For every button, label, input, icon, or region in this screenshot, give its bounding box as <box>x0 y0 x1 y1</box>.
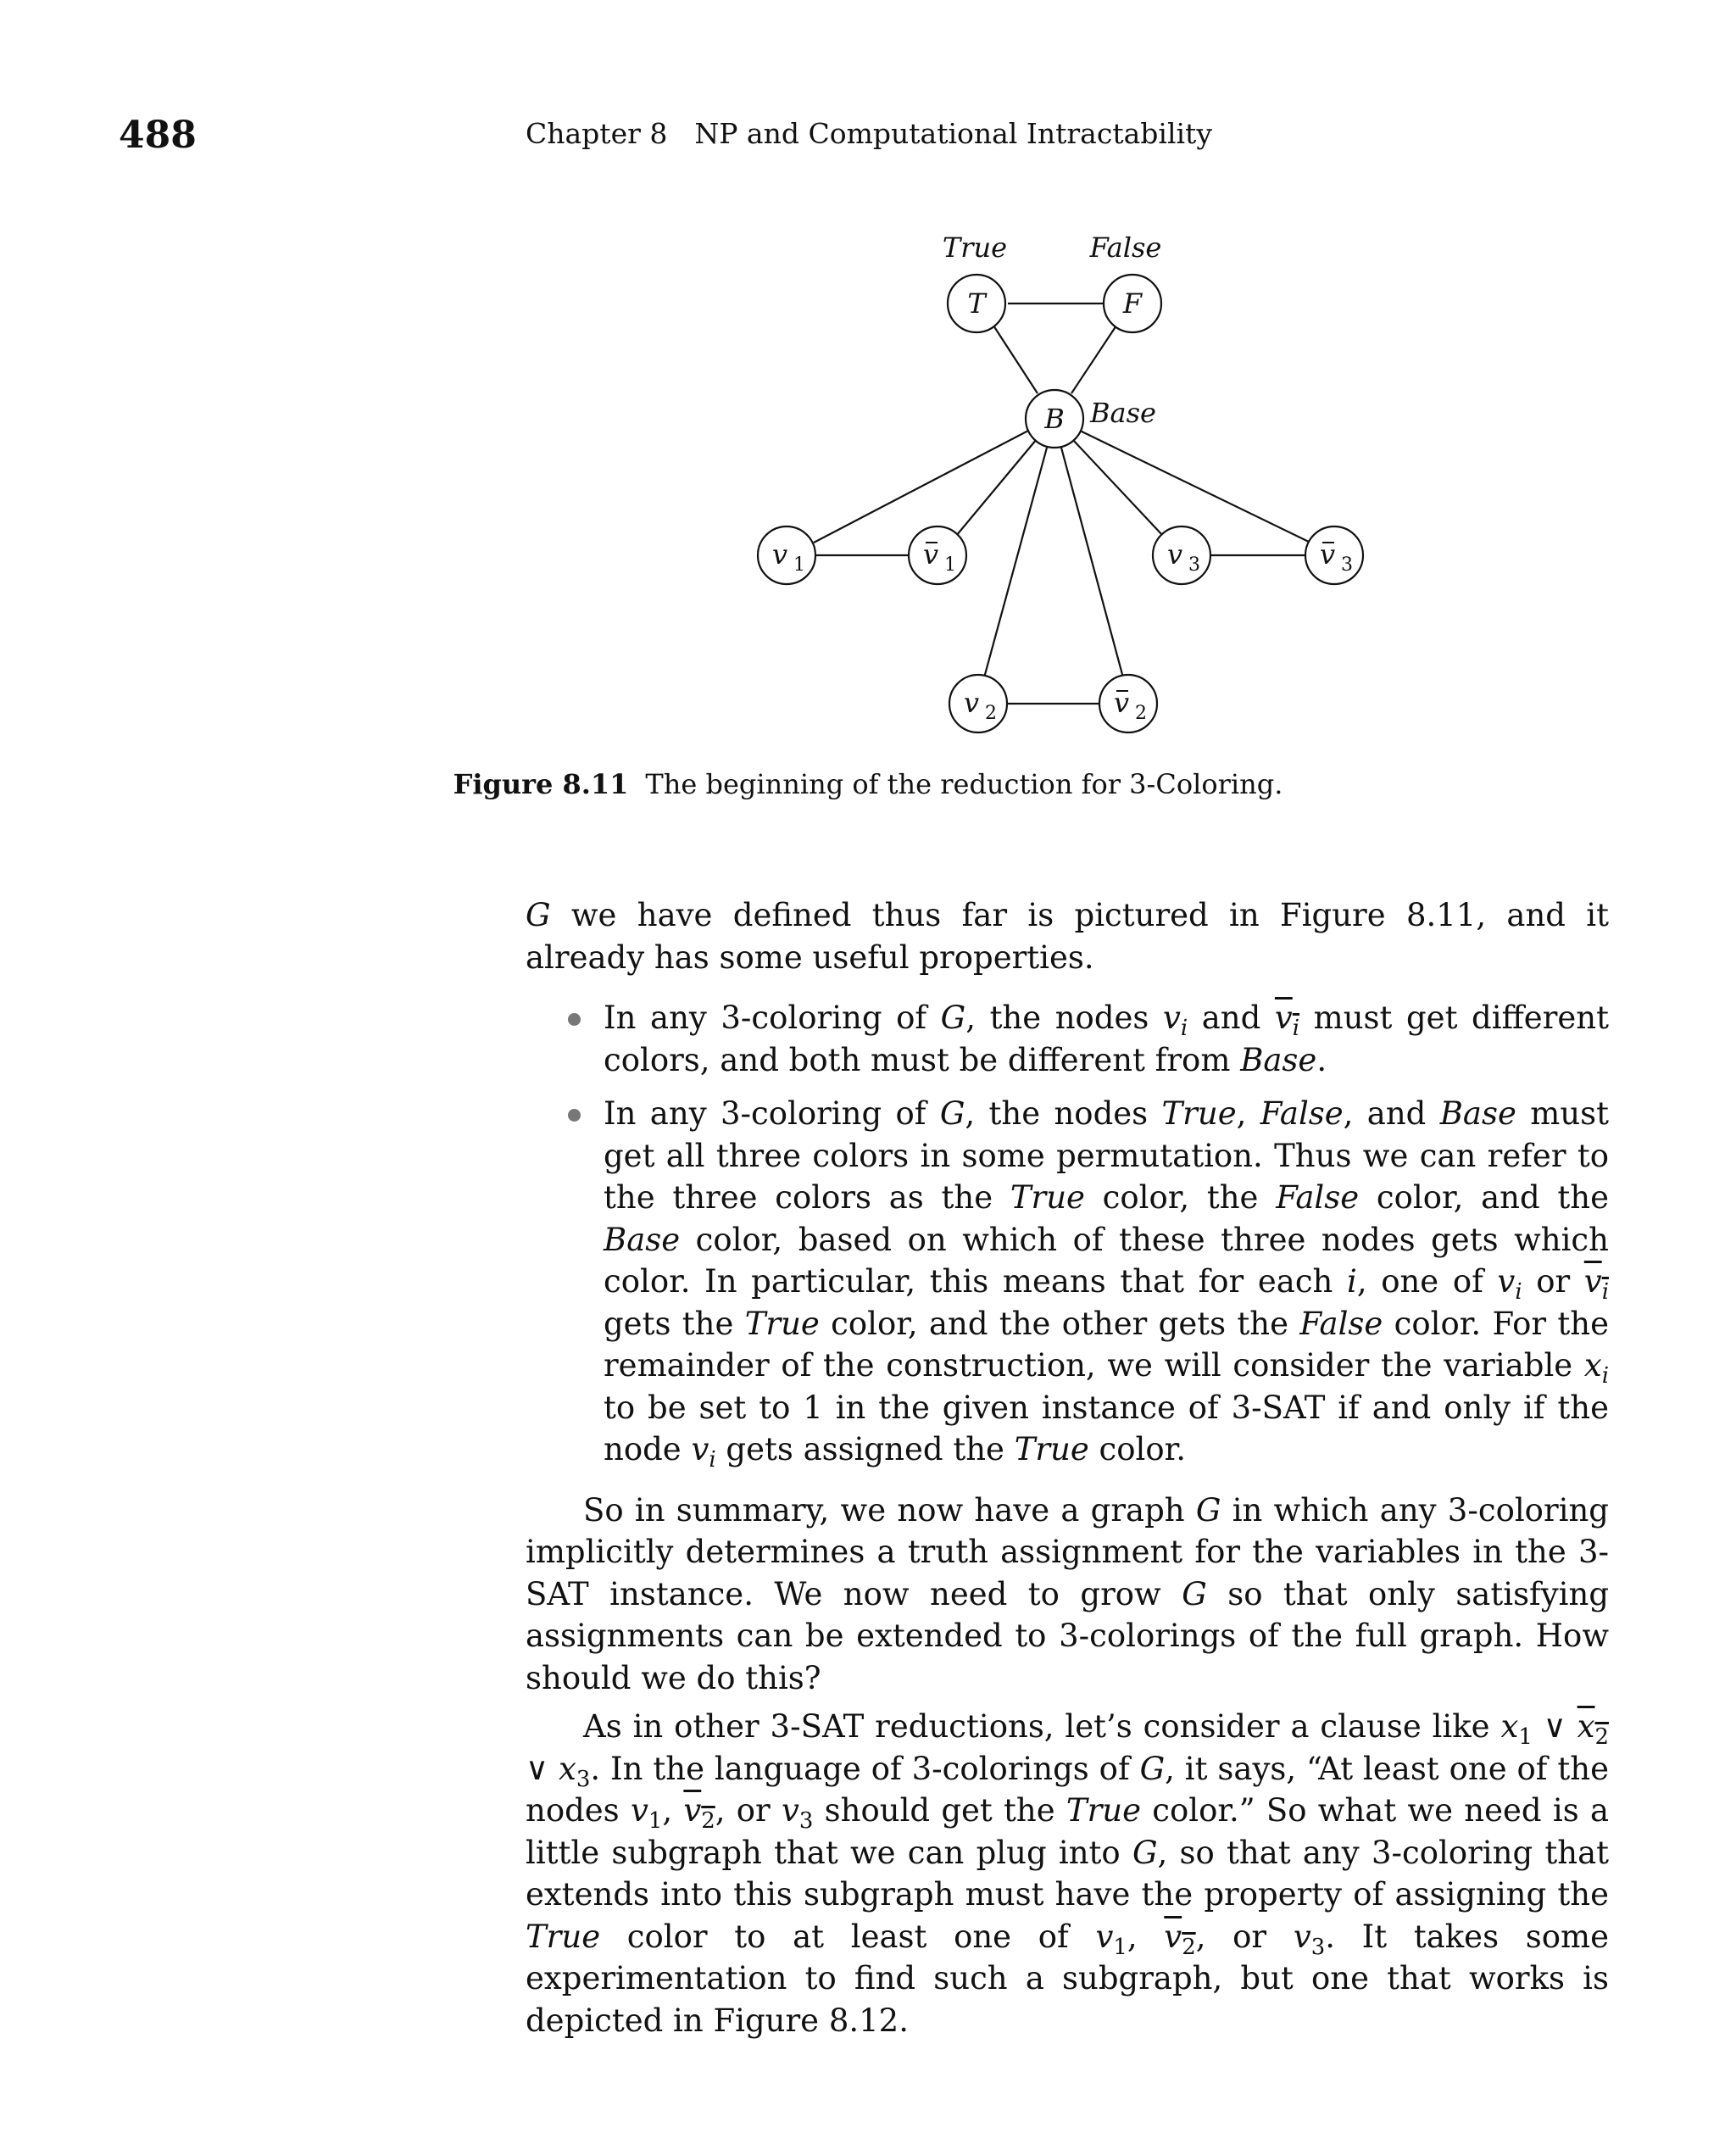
annotation-true: True <box>942 231 1008 264</box>
node-label-v3bar: v <box>1319 538 1336 571</box>
node-label-v3: v <box>1166 538 1183 571</box>
node-label-v2bar: v <box>1113 687 1130 719</box>
bullet-icon <box>568 1013 581 1026</box>
body-text <box>526 894 1609 2041</box>
node-label-b: B <box>1044 403 1065 435</box>
node-label-f: F <box>1122 287 1143 320</box>
figure-caption-label: Figure 8.11 <box>453 768 629 800</box>
figure-caption <box>0 768 1736 800</box>
bullet-icon <box>568 1109 581 1122</box>
node-label-v1bar: v <box>922 538 939 571</box>
figure-caption-text: The beginning of the reduction for 3-Coloring. <box>645 768 1283 800</box>
chapter-title: NP and Computational Intractability <box>694 117 1212 150</box>
paragraph-2: So in summary, we now have a graph G in which any 3-coloring implicitly determines a truth assignment for the variables in the 3-SAT instance. We now need to grow G so that only satisfying assignments can be extended to 3-colorings of the full graph. How should we do this? <box>526 1491 1609 1696</box>
node-label-v1bar-sub: 1 <box>944 554 956 576</box>
node-label-v1: v <box>771 538 788 571</box>
node-label-v2: v <box>963 687 980 719</box>
graph-edges <box>814 304 1310 704</box>
figure-8-11-graph <box>0 0 1736 763</box>
edge-f-b <box>1071 326 1116 393</box>
edge-b-v1bar <box>956 439 1037 536</box>
paragraph-1: G we have defined thus far is pictured in Figure 8.11, and it already has some useful properties. <box>526 897 1609 976</box>
page-number: 488 <box>119 114 197 157</box>
paragraph-3: As in other 3-SAT reductions, let’s consider a clause like $x_1$ ∨ $x_2$ ∨ $x_3$. In the language of 3-colorings of G, it says, “At least one of the nodes $v_1$, $v_2$, or $v_3$ should get the True color.” So what we need is a little subgraph that we can plug into G, so that any 3-coloring that extends into this subgraph must have the property of assigning the True color to at least one of $v_1$, $v_2$, or $v_3$. It takes some experimentation to find such a subgraph, but one that works is depicted in Figure 8.12. <box>526 1708 1610 2039</box>
node-label-v3bar-sub: 3 <box>1341 554 1353 576</box>
edge-b-v2bar <box>1061 448 1124 681</box>
chapter-number: Chapter 8 <box>526 117 668 150</box>
node-label-v2-sub: 2 <box>985 703 997 724</box>
property-list <box>526 997 1609 1471</box>
graph-nodes <box>758 275 1363 732</box>
edge-b-v3 <box>1072 439 1163 536</box>
edge-b-v3bar <box>1078 430 1310 543</box>
edge-b-v2 <box>983 448 1047 681</box>
annotation-base: Base <box>1090 397 1156 429</box>
node-label-v3-sub: 3 <box>1188 554 1200 576</box>
node-label-v1-sub: 1 <box>793 554 805 576</box>
node-label-v2bar-sub: 2 <box>1135 703 1147 724</box>
list-item: In any 3-coloring of G, the nodes $v_i$ and $v_i$ must get different colors, and both must be different from Base. <box>526 997 1609 1081</box>
edge-t-b <box>993 326 1038 393</box>
annotation-false: False <box>1089 231 1162 264</box>
list-item: In any 3-coloring of G, the nodes True, False, and Base must get all three colors in some permutation. Thus we can refer to the three colors as the True color, the False color, and the Base color, based on which of these three nodes gets which color. In particular, this means that for each i, one of $v_i$ or $v_i$ gets the True color, and the other gets the False color. For the remainder of the construction, we will consider the variable $x_i$ to be set to 1 in the given instance of 3-SAT if and only if the node $v_i$ gets assigned the True color. <box>526 1093 1609 1471</box>
node-label-t: T <box>967 287 986 320</box>
